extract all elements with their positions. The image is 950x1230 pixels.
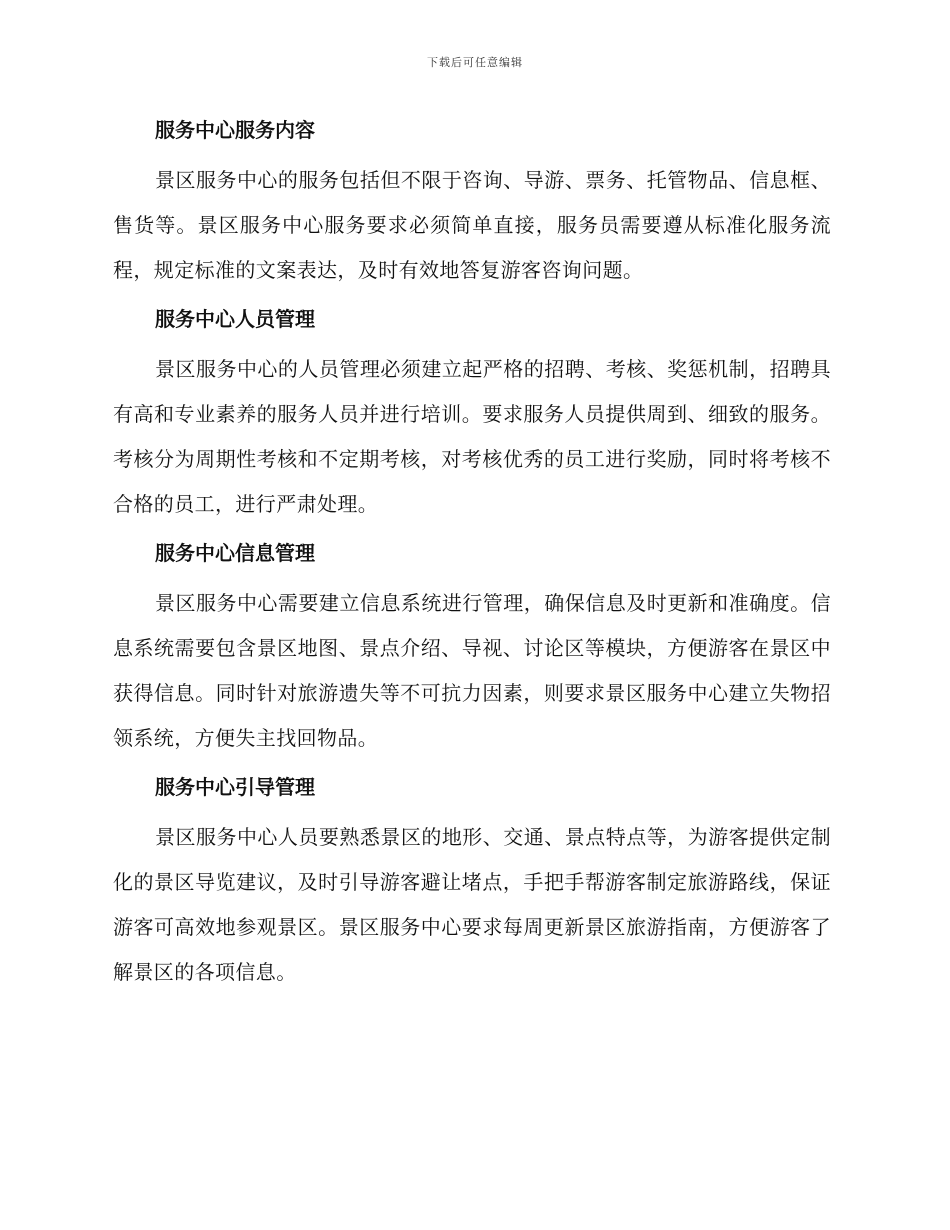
section-paragraph: 景区服务中心需要建立信息系统进行管理，确保信息及时更新和准确度。信息系统需要包含景区地图、景点介绍、导视、讨论区等模块，方便游客在景区中获得信息。同时针对旅游遗失等不可抗力因素，则要求景区服务中心建立失物招领系统，方便失主找回物品。 <box>113 591 831 750</box>
section-service-content <box>113 110 831 293</box>
section-paragraph: 景区服务中心的人员管理必须建立起严格的招聘、考核、奖惩机制，招聘具有高和专业素养的服务人员并进行培训。要求服务人员提供周到、细致的服务。考核分为周期性考核和不定期考核，对考核优秀的员工进行奖励，同时将考核不合格的员工，进行严肃处理。 <box>113 357 831 516</box>
section-staff-management <box>113 299 831 527</box>
section-heading: 服务中心服务内容 <box>155 118 315 142</box>
section-paragraph: 景区服务中心的服务包括但不限于咨询、导游、票务、托管物品、信息框、售货等。景区服务中心服务要求必须简单直接，服务员需要遵从标准化服务流程，规定标准的文案表达，及时有效地答复游客咨询问题。 <box>113 168 831 282</box>
section-heading: 服务中心人员管理 <box>155 307 315 331</box>
page-header-note: 下载后可任意编辑 <box>427 56 523 69</box>
section-paragraph: 景区服务中心人员要熟悉景区的地形、交通、景点特点等，为游客提供定制化的景区导览建议，及时引导游客避让堵点，手把手帮游客制定旅游路线，保证游客可高效地参观景区。景区服务中心要求每周更新景区旅游指南，方便游客了解景区的各项信息。 <box>113 825 831 984</box>
section-heading: 服务中心引导管理 <box>155 775 315 799</box>
section-information-management <box>113 533 831 761</box>
document-body <box>113 110 831 1001</box>
section-guidance-management <box>113 767 831 995</box>
section-heading: 服务中心信息管理 <box>155 541 315 565</box>
